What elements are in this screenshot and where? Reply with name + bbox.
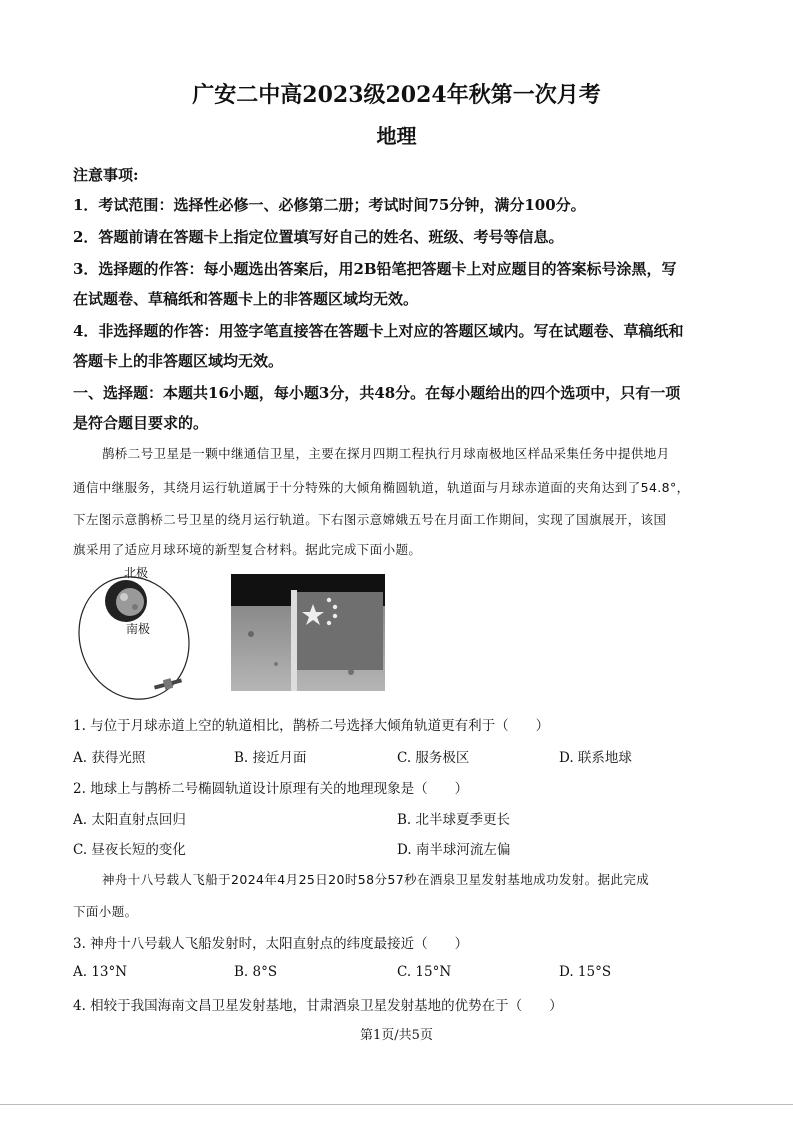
q2-option-d[interactable]: D. 南半球河流左偏 bbox=[397, 842, 511, 858]
q3-option-c[interactable]: C. 15°N bbox=[397, 964, 452, 980]
q1-option-b[interactable]: B. 接近月面 bbox=[234, 750, 307, 766]
q2-option-b[interactable]: B. 北半球夏季更长 bbox=[397, 812, 511, 828]
exam-title: 广安二中高2023级2024年秋第一次月考 bbox=[192, 82, 601, 108]
subject-title: 地理 bbox=[376, 124, 417, 148]
south-pole-label: 南极 bbox=[126, 622, 151, 636]
q1-option-d[interactable]: D. 联系地球 bbox=[559, 750, 632, 766]
q1-option-a[interactable]: A. 获得光照 bbox=[73, 750, 146, 766]
section-heading: 一、选择题：本题共16小题，每小题3分，共48分。在每小题给出的四个选项中，只有一项 bbox=[73, 384, 681, 402]
passage-line: 下左图示意鹊桥二号卫星的绕月运行轨道。下右图示意嫦娥五号在月面工作期间，实现了国旗展开，该国 bbox=[73, 512, 667, 527]
notice-heading: 注意事项: bbox=[73, 166, 139, 184]
passage-line: 旗采用了适应月球环境的新型复合材料。据此完成下面小题。 bbox=[73, 542, 422, 557]
notice-item: 2．答题前请在答题卡上指定位置填写好自己的姓名、班级、考号等信息。 bbox=[73, 228, 564, 246]
page-bottom-rule bbox=[0, 1104, 793, 1105]
passage-line: 下面小题。 bbox=[73, 904, 138, 919]
question-3-stem: 3. 神舟十八号载人飞船发射时，太阳直射点的纬度最接近（ ） bbox=[73, 936, 469, 952]
question-4-stem: 4. 相较于我国海南文昌卫星发射基地，甘肃酒泉卫星发射基地的优势在于（ ） bbox=[73, 998, 563, 1014]
q2-option-a[interactable]: A. 太阳直射点回归 bbox=[73, 812, 186, 828]
notice-item: 答题卡上的非答题区域均无效。 bbox=[73, 352, 284, 370]
q2-option-c[interactable]: C. 昼夜长短的变化 bbox=[73, 842, 186, 858]
notice-item: 3．选择题的作答：每小题选出答案后，用2B铅笔把答题卡上对应题目的答案标号涂黑，写 bbox=[73, 260, 677, 278]
page-number: 第1页/共5页 bbox=[360, 1028, 433, 1043]
passage-line: 神舟十八号载人飞船于2024年4月25日20时58分57秒在酒泉卫星发射基地成功发射。据此完成 bbox=[102, 872, 650, 887]
question-2-stem: 2. 地球上与鹊桥二号椭圆轨道设计原理有关的地理现象是（ ） bbox=[73, 781, 469, 797]
passage-line: 鹊桥二号卫星是一颗中继通信卫星，主要在探月四期工程执行月球南极地区样品采集任务中提供地月 bbox=[102, 446, 670, 461]
q3-option-a[interactable]: A. 13°N bbox=[73, 964, 128, 980]
notice-item: 1．考试范围：选择性必修一、必修第二册；考试时间75分钟，满分100分。 bbox=[73, 196, 586, 214]
notice-item: 4．非选择题的作答：用签字笔直接答在答题卡上对应的答题区域内。写在试题卷、草稿纸和 bbox=[73, 322, 684, 340]
notice-item: 在试题卷、草稿纸和答题卡上的非答题区域均无效。 bbox=[73, 290, 419, 308]
q3-option-b[interactable]: B. 8°S bbox=[234, 964, 278, 980]
passage-line: 通信中继服务，其绕月运行轨道属于十分特殊的大倾角椭圆轨道，轨道面与月球赤道面的夹角达到了54.8°， bbox=[73, 480, 690, 495]
question-1-stem: 1. 与位于月球赤道上空的轨道相比，鹊桥二号选择大倾角轨道更有利于（ ） bbox=[73, 718, 550, 734]
north-pole-label: 北极 bbox=[124, 566, 149, 580]
q1-option-c[interactable]: C. 服务极区 bbox=[397, 750, 470, 766]
section-heading: 是符合题目要求的。 bbox=[73, 414, 209, 432]
orbit-diagram bbox=[72, 562, 202, 702]
q3-option-d[interactable]: D. 15°S bbox=[559, 964, 612, 980]
moon-flag-photo bbox=[231, 574, 385, 691]
